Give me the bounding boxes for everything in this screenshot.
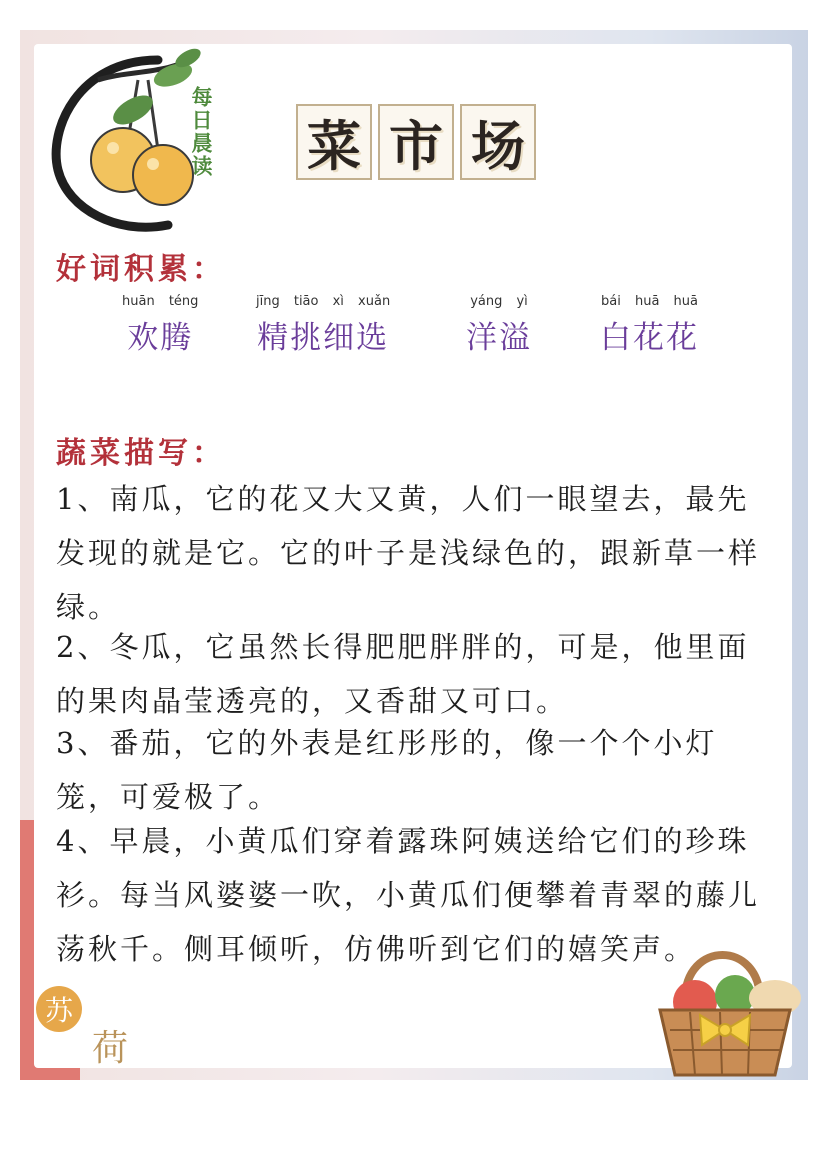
watermark-he: 荷 (92, 1028, 129, 1069)
page-title (296, 104, 536, 180)
word-hanzi: 精挑细选 (257, 320, 390, 356)
word-item (600, 294, 699, 357)
paragraph-wax-gourd: 2、冬瓜，它虽然长得肥肥胖胖的，可是，他里面的果肉晶莹透亮的，又香甜又可口。 (56, 630, 750, 718)
good-words-heading: 好词积累： (56, 252, 226, 287)
word-pinyin: bái huā huā (601, 294, 698, 309)
paragraph-tomato: 3、番茄，它的外表是红彤彤的，像一个个小灯笼，可爱极了。 (56, 726, 718, 814)
paragraph-pumpkin: 1、南瓜，它的花又大又黄，人们一眼望去，最先发现的就是它。它的叶子是浅绿色的，跟新草一样绿。 (56, 482, 761, 624)
word-item (256, 294, 390, 357)
word-pinyin: yáng yì (470, 294, 528, 309)
logo-text: 每日晨读 (189, 86, 214, 178)
word-hanzi: 白花花 (600, 320, 699, 356)
word-pinyin: jīng tiāo xì xuǎn (256, 294, 391, 309)
word-item (466, 294, 532, 357)
paragraph-cucumber: 4、早晨，小黄瓜们穿着露珠阿姨送给它们的珍珠衫。每当风婆婆一吹，小黄瓜们便攀着青翠的藤儿荡秋千。侧耳倾听，仿佛听到它们的嬉笑声。 (56, 824, 761, 966)
title-char: 场 (460, 104, 536, 180)
word-item (122, 294, 198, 357)
title-char: 菜 (296, 104, 372, 180)
title-char: 市 (378, 104, 454, 180)
watermark-su: 苏 (36, 986, 82, 1032)
good-words-list (122, 294, 742, 354)
word-pinyin: huān téng (122, 294, 199, 309)
word-hanzi: 洋溢 (466, 320, 532, 356)
vegetable-basket-icon (640, 940, 810, 1080)
word-hanzi: 欢腾 (127, 320, 194, 356)
vegetables-heading: 蔬菜描写： (56, 436, 226, 471)
